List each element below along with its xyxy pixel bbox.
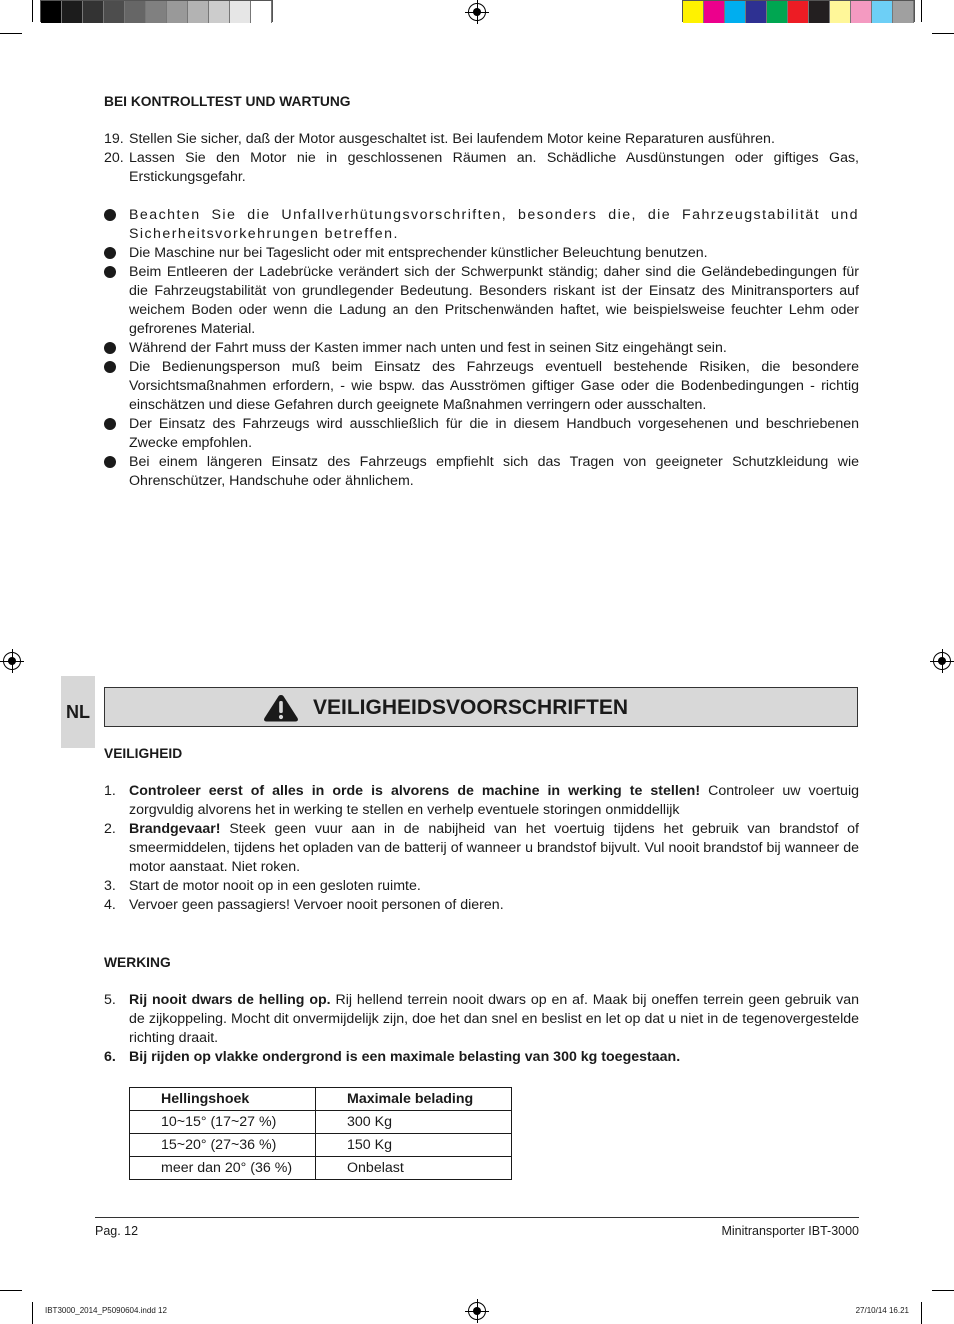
item-text: Lassen Sie den Motor nie in geschlossenen Räumen an. Schädliche Ausdünstungen oder giftiges Gas, Erstickungsgefahr. [129, 150, 859, 185]
bullet-item [104, 206, 859, 244]
list-item [104, 896, 859, 915]
footer-divider [95, 1217, 859, 1218]
item-bold-text: Controleer eerst of alles in orde is alvorens de machine in werking te stellen! [129, 783, 701, 799]
table-cell: 300 Kg [316, 1111, 512, 1134]
color-swatch [41, 1, 62, 23]
color-swatch [146, 1, 167, 23]
item-text: Vervoer geen passagiers! Vervoer nooit personen of dieren. [129, 897, 504, 913]
crop-mark [0, 33, 22, 34]
item-text: Während der Fahrt muss der Kasten immer nach unten und fest in seinen Sitz eingehängt sein. [129, 340, 727, 356]
bullet-icon [104, 361, 116, 373]
item-number: 5. [104, 992, 116, 1008]
slug-date: 27/10/14 16.21 [855, 1306, 909, 1315]
item-bold-text: Rij nooit dwars de helling op. [129, 992, 331, 1008]
item-number: 4. [104, 897, 116, 913]
list-item [104, 782, 859, 820]
item-text: Controleer uw voertuig zorgvuldig alvorens het in werking te stellen en verhelp eventuele storingen onmiddellijk [129, 783, 859, 818]
item-text: Die Bedienungsperson muß beim Einsatz des Fahrzeugs eventuell bestehende Risiken, die besondere Vorsichtsmaßnahmen erfordern, - wie bspw. das Ausströmen giftiger Gase oder die Bodenbedingungen - richtig einschätzen und diese Gefahren durch geeignete Maßnahmen verringern oder ausschalten. [129, 359, 859, 413]
crop-mark [32, 0, 33, 22]
item-bold-text: Bij rijden op vlakke ondergrond is een maximale belasting van 300 kg toegestaan. [129, 1049, 681, 1065]
color-swatch [251, 1, 272, 23]
item-text: Der Einsatz des Fahrzeugs wird ausschließlich für die in diesem Handbuch vorgesehenen und beschriebenen Zwecke empfohlen. [129, 416, 859, 451]
color-swatch [725, 1, 746, 23]
german-section [104, 92, 859, 491]
color-swatch [125, 1, 146, 23]
item-number: 6. [104, 1049, 116, 1065]
item-number: 2. [104, 821, 116, 837]
color-swatch [767, 1, 788, 23]
page-number: Pag. 12 [95, 1224, 139, 1238]
table-header: Maximale belading [316, 1088, 512, 1111]
registration-mark-left-icon [3, 652, 21, 670]
color-swatch [893, 1, 914, 23]
bullet-icon [104, 266, 116, 278]
slug-file: IBT3000_2014_P5090604.indd 12 [45, 1306, 167, 1315]
crop-mark [0, 1290, 22, 1291]
bullet-icon [104, 209, 116, 221]
table-cell: 10~15° (17~27 %) [130, 1111, 316, 1134]
color-swatch [746, 1, 767, 23]
item-text: Stellen Sie sicher, daß der Motor ausgeschaltet ist. Bei laufendem Motor keine Reparaturen ausführen. [129, 131, 775, 147]
bullet-item [104, 244, 859, 263]
item-text: Die Maschine nur bei Tageslicht oder mit entsprechender künstlicher Beleuchtung benutzen. [129, 245, 708, 261]
color-swatch [188, 1, 209, 23]
color-swatch [230, 1, 251, 23]
bullet-icon [104, 456, 116, 468]
list-item [104, 991, 859, 1048]
registration-mark-bottom-icon [468, 1302, 486, 1320]
grayscale-color-bar [40, 0, 273, 22]
load-table [129, 1087, 512, 1180]
crop-mark [921, 1302, 922, 1324]
table-cell: Onbelast [316, 1157, 512, 1180]
language-tab: NL [61, 676, 95, 748]
list-item [104, 1048, 859, 1067]
bullet-item [104, 263, 859, 339]
section-heading: BEI KONTROLLTEST UND WARTUNG [104, 94, 351, 109]
color-swatch [104, 1, 125, 23]
item-bold-text: Brandgevaar! [129, 821, 221, 837]
page-title: VEILIGHEIDSVOORSCHRIFTEN [313, 696, 629, 719]
item-text: Beim Entleeren der Ladebrücke verändert sich der Schwerpunkt ständig; daher sind die Geländebedingungen für die Fahrzeugstabilität von grundlegender Bedeutung. Besonders riskant ist der Einsatz des Minitransporters auf weichem Boden oder wenn die Ladung an den Pritschenwänden haftet, wie beispielsweise feuchter Lehm oder gefrorenes Material. [129, 264, 859, 337]
color-swatch [83, 1, 104, 23]
product-name: Minitransporter IBT-3000 [721, 1224, 859, 1238]
bullet-item [104, 339, 859, 358]
crop-mark [932, 33, 954, 34]
process-color-bar [682, 0, 915, 22]
table-header-row [130, 1088, 512, 1111]
bullet-item [104, 453, 859, 491]
item-text: Rij hellend terrein nooit dwars op en af. Maak bij oneffen terrein geen gebruik van de zijkoppeling. Mocht dit onvermijdelijk zijn, doe het dan snel en beslist en let op dat u niet in de tegenovergestelde richting draait. [129, 992, 859, 1046]
bullet-item [104, 358, 859, 415]
color-swatch [704, 1, 725, 23]
table-row [130, 1111, 512, 1134]
item-text: Beachten Sie die Unfallverhütungsvorschriften, besonders die, die Fahrzeugstabilität und Sicherheitsvorkehrungen betreffen. [129, 207, 859, 242]
item-text: Steek geen vuur aan in de nabijheid van het voertuig tijdens het gebruik van brandstof of smeermiddelen, tijdens het opladen van de batterij of wanneer u brandstof bijvult. Vul nooit brandstof bij wanneer de motor aanstaat. Niet roken. [129, 821, 859, 875]
item-number: 20. [104, 150, 124, 166]
crop-mark [921, 0, 922, 22]
table-row [130, 1134, 512, 1157]
item-text: Bei einem längeren Einsatz des Fahrzeugs empfiehlt sich das Tragen von geeigneter Schutzkleidung wie Ohrenschützer, Handschuhe oder ähnlichem. [129, 454, 859, 489]
item-number: 19. [104, 131, 124, 147]
color-swatch [167, 1, 188, 23]
color-swatch [209, 1, 230, 23]
crop-mark [932, 1290, 954, 1291]
crop-mark [32, 1302, 33, 1324]
bullet-icon [104, 418, 116, 430]
registration-mark-right-icon [933, 652, 951, 670]
list-item [104, 130, 859, 149]
color-swatch [62, 1, 83, 23]
list-item [104, 149, 859, 187]
section-heading: VEILIGHEID [104, 746, 183, 761]
color-swatch [809, 1, 830, 23]
bullet-item [104, 415, 859, 453]
item-number: 3. [104, 878, 116, 894]
table-header: Hellingshoek [130, 1088, 316, 1111]
table-cell: meer dan 20° (36 %) [130, 1157, 316, 1180]
section-heading: WERKING [104, 955, 171, 970]
dutch-section [104, 744, 859, 1067]
table-cell: 15~20° (27~36 %) [130, 1134, 316, 1157]
bullet-icon [104, 247, 116, 259]
bullet-icon [104, 342, 116, 354]
color-swatch [830, 1, 851, 23]
color-swatch [683, 1, 704, 23]
list-item [104, 877, 859, 896]
item-number: 1. [104, 783, 116, 799]
color-swatch [872, 1, 893, 23]
item-text: Start de motor nooit op in een gesloten ruimte. [129, 878, 421, 894]
list-item [104, 820, 859, 877]
section-title-box [104, 687, 858, 727]
table-cell: 150 Kg [316, 1134, 512, 1157]
color-swatch [788, 1, 809, 23]
registration-mark-top-icon [468, 3, 486, 21]
color-swatch [851, 1, 872, 23]
warning-icon [263, 694, 299, 722]
table-row [130, 1157, 512, 1180]
